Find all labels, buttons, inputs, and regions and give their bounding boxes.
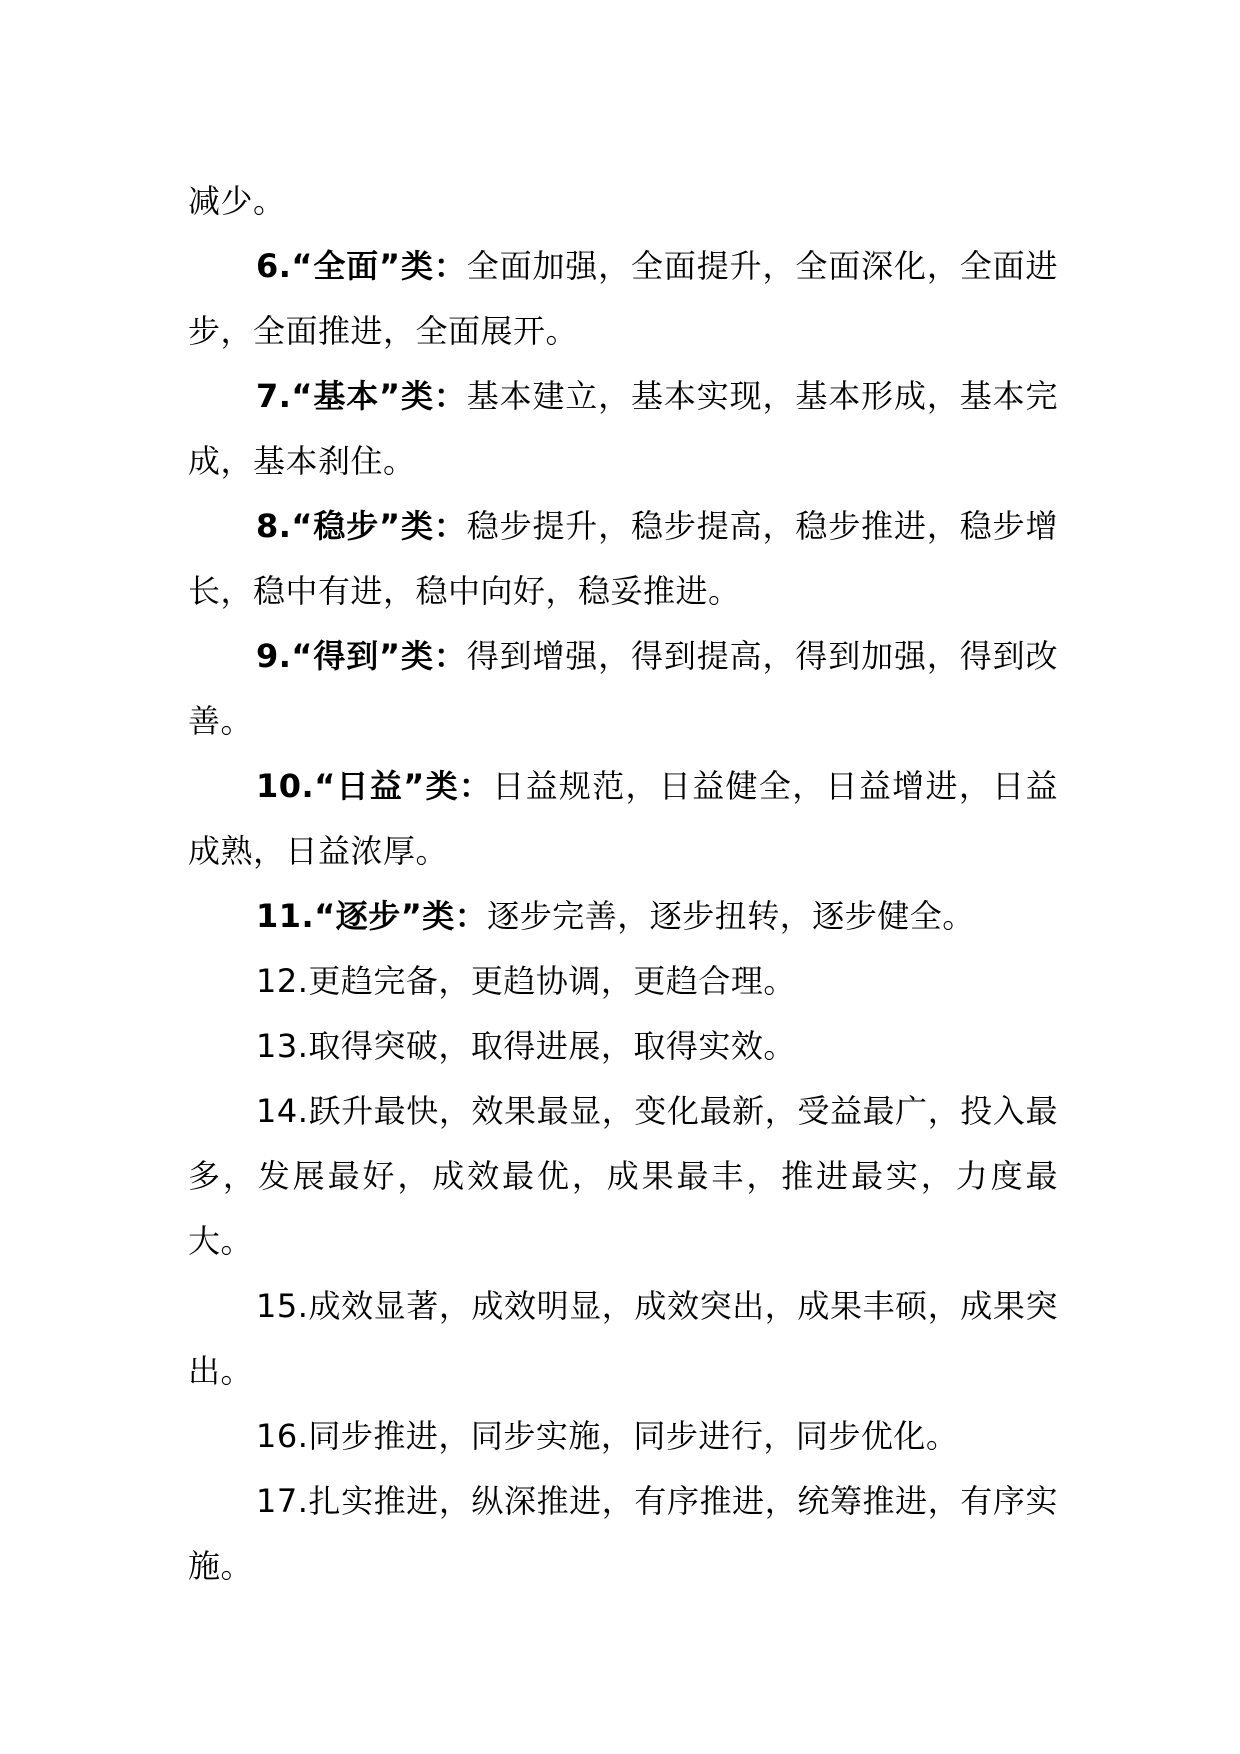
paragraph-lead: 7.“基本”类： — [256, 377, 467, 415]
paragraph-item-14 — [188, 1079, 1058, 1274]
paragraph-text: 基本建立，基本实现，基本形成，基本完成，基本刹住。 — [188, 377, 1058, 480]
paragraph-text: 全面加强，全面提升，全面深化，全面进步，全面推进，全面展开。 — [188, 247, 1058, 350]
paragraph-item-17 — [188, 1469, 1058, 1599]
paragraph-item-7 — [188, 364, 1058, 494]
paragraph-item-16 — [188, 1404, 1058, 1469]
paragraph-item-11 — [188, 884, 1058, 949]
paragraph-item-6 — [188, 234, 1058, 364]
paragraph-text: 逐步完善，逐步扭转，逐步健全。 — [487, 897, 975, 935]
paragraph-lead: 10.“日益”类： — [256, 767, 493, 805]
paragraph-text: 得到增强，得到提高，得到加强，得到改善。 — [188, 637, 1058, 740]
paragraph-text: 减少。 — [188, 182, 286, 220]
paragraph-item-15 — [188, 1274, 1058, 1404]
paragraph-item-10 — [188, 754, 1058, 884]
paragraph-text: 16.同步推进，同步实施，同步进行，同步优化。 — [256, 1417, 959, 1455]
paragraph-lead: 8.“稳步”类： — [256, 507, 467, 545]
paragraph-item-9 — [188, 624, 1058, 754]
paragraph-text: 稳步提升，稳步提高，稳步推进，稳步增长，稳中有进，稳中向好，稳妥推进。 — [188, 507, 1058, 610]
document-page — [188, 169, 1058, 1599]
paragraph-text: 日益规范，日益健全，日益增进，日益成熟，日益浓厚。 — [188, 767, 1058, 870]
paragraph-lead: 9.“得到”类： — [256, 637, 467, 675]
paragraph-item-8 — [188, 494, 1058, 624]
paragraph-text: 17.扎实推进，纵深推进，有序推进，统筹推进，有序实施。 — [188, 1482, 1058, 1585]
paragraph-lead: 11.“逐步”类： — [256, 897, 488, 935]
paragraph-item-12 — [188, 949, 1058, 1014]
paragraph-continuation — [188, 169, 1058, 234]
paragraph-item-13 — [188, 1014, 1058, 1079]
paragraph-text: 13.取得突破，取得进展，取得实效。 — [256, 1027, 796, 1065]
paragraph-lead: 6.“全面”类： — [256, 247, 467, 285]
paragraph-text: 15.成效显著，成效明显，成效突出，成果丰硕，成果突出。 — [188, 1287, 1058, 1390]
paragraph-text: 14.跃升最快，效果最显，变化最新，受益最广，投入最多，发展最好，成效最优，成果最丰，推进最实，力度最大。 — [188, 1092, 1058, 1260]
paragraph-text: 12.更趋完备，更趋协调，更趋合理。 — [256, 962, 796, 1000]
